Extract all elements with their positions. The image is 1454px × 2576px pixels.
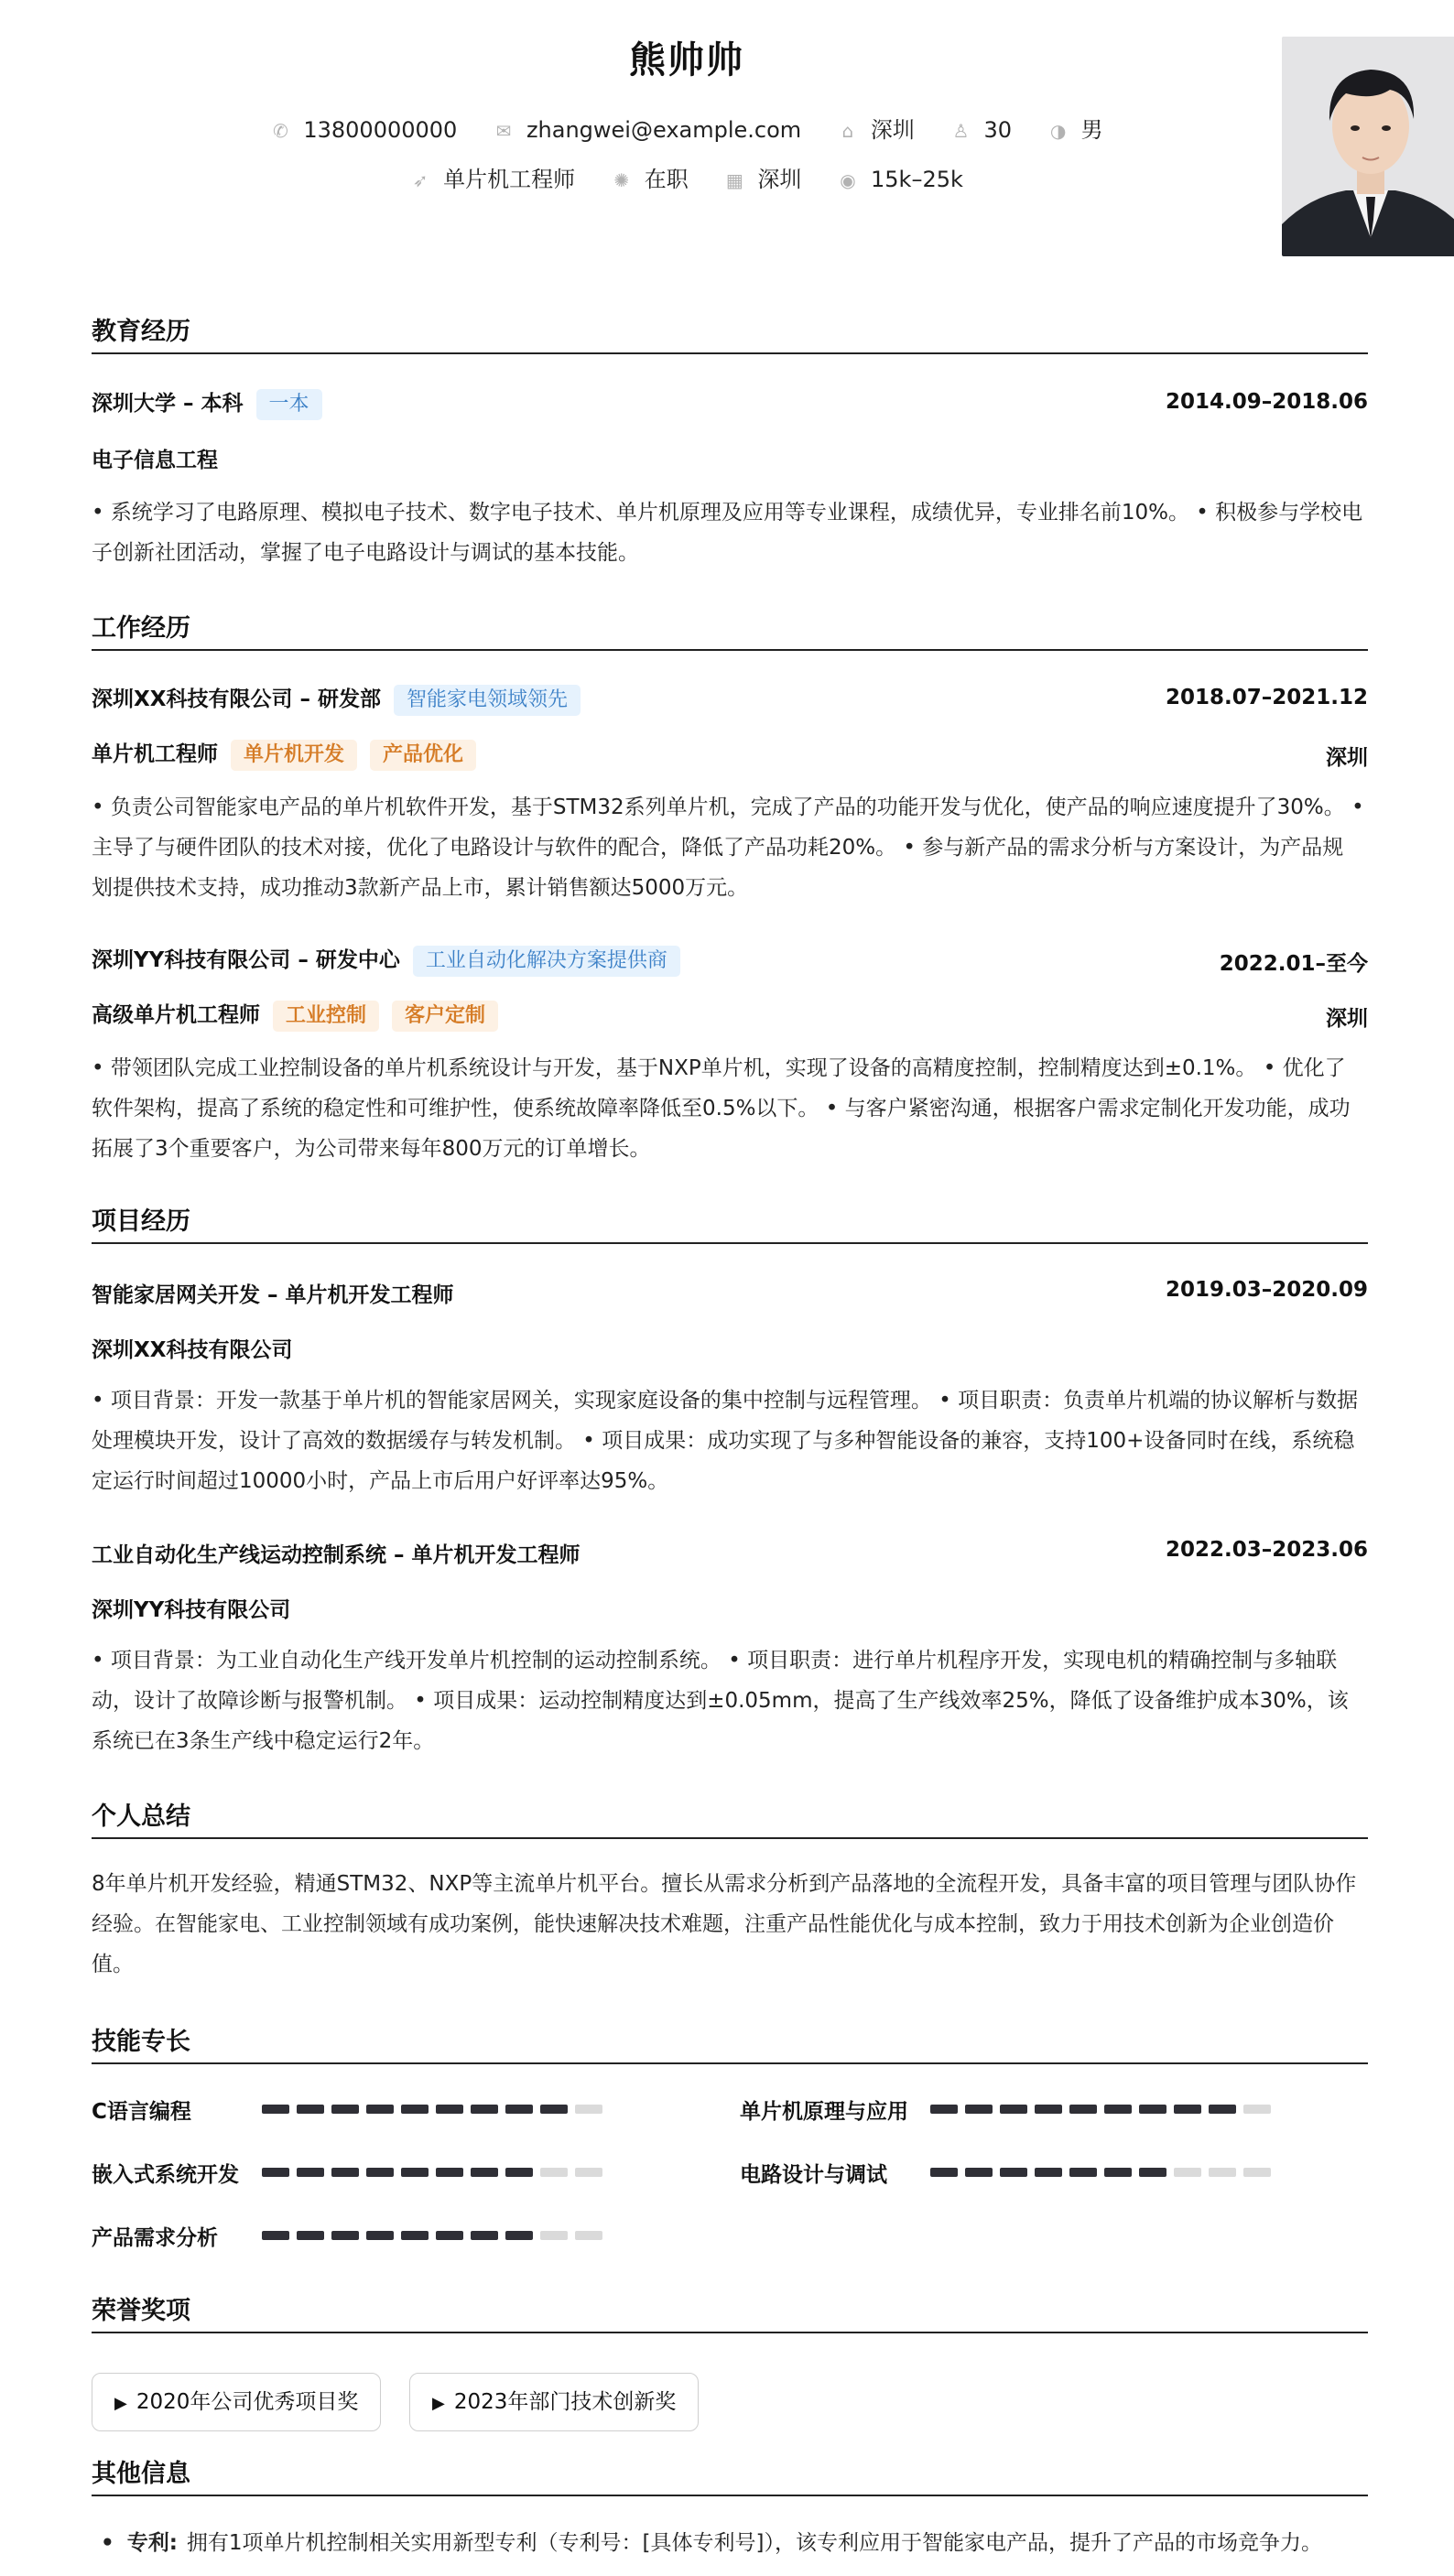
job-2-city: 深圳 (1326, 1007, 1368, 1031)
skill-level-segment (436, 2231, 463, 2240)
job-1-city: 深圳 (1326, 746, 1368, 770)
award-chip-2 (409, 2373, 699, 2431)
project-2-description: • 项目背景：为工业自动化生产线开发单片机控制的运动控制系统。 • 项目职责：进行单片机程序开发，实现电机的精确控制与多轴联动，设计了故障诊断与报警机制。 • 项目成果：运动控制精度达到±0.05mm，提高了生产线效率25%，降低了设备维护成本30%，该系统已在3条生产线中稳定运行2年。 (92, 1649, 1349, 1753)
skill-level-segment (540, 2168, 568, 2177)
project-1-header (92, 1278, 1368, 1308)
skill-level-segment (965, 2105, 993, 2114)
skill-level-segment (1139, 2105, 1166, 2114)
award-chip-1 (92, 2373, 381, 2431)
send-icon: ➶ (412, 169, 429, 191)
job-2-description: • 带领团队完成工业控制设备的单片机系统设计与开发，基于NXP单片机，实现了设备的高精度控制，控制精度达到±0.1%。 • 优化了软件架构，提高了系统的稳定性和可维护性，使系统故障率降低至0.5%以下。 • 与客户紧密沟通，根据客户需求定制化开发功能，成功拓展了3个重要客户，为公司带来每年800万元的订单增长。 (92, 1056, 1351, 1161)
education-major-row (92, 443, 1368, 473)
job-1-header (92, 682, 1368, 716)
skill-level-segment (1174, 2168, 1201, 2177)
summary-text: 8年单片机开发经验，精通STM32、NXP等主流单片机平台。擅长从需求分析到产品落地的全流程开发，具备丰富的项目管理与团队协作经验。在智能家电、工业控制领域有成功案例，能快速解决技术难题，注重产品性能优化与成本控制，致力于用技术创新为企业创造价值。 (92, 1872, 1357, 1976)
intention-status (612, 161, 689, 193)
project-1-company: 深圳XX科技有限公司 (92, 1338, 293, 1362)
project-2-date: 2022.03–2023.06 (1165, 1538, 1368, 1562)
job-1-tag-2: 产品优化 (370, 740, 476, 771)
project-1-description: • 项目背景：开发一款基于单片机的智能家居网关，实现家庭设备的集中控制与远程管理。 • 项目职责：负责单片机端的协议解析与数据处理模块开发，设计了高效的数据缓存与转发机制。 • 项目成果：成功实现了与多种智能设备的兼容，支持100+设备同时在线，系统稳定运行时间超过10000小时，产品上市后用户好评率达95%。 (92, 1389, 1359, 1493)
job-1-position-row (92, 737, 1368, 771)
intention-city-value: 深圳 (757, 167, 802, 192)
section-title-work: 工作经历 (92, 608, 1368, 651)
other-patent-item (101, 2523, 1368, 2563)
contact-phone (270, 117, 457, 143)
contact-phone-value: 13800000000 (303, 117, 458, 143)
skill-level-segment (540, 2231, 568, 2240)
phone-icon: ✆ (272, 120, 288, 142)
skill-bar-circuit (930, 2168, 1271, 2177)
skill-level-segment (1035, 2168, 1062, 2177)
skill-level-segment (1139, 2168, 1166, 2177)
job-1-date: 2018.07–2021.12 (1165, 686, 1368, 709)
skill-level-segment (297, 2168, 324, 2177)
gender-icon: ◑ (1049, 120, 1067, 142)
intention-position-value: 单片机工程师 (443, 167, 576, 192)
skill-level-segment (401, 2231, 429, 2240)
contact-email-value: zhangwei@example.com (526, 117, 802, 143)
education-description: • 系统学习了电路原理、模拟电子技术、数字电子技术、单片机原理及应用等专业课程，成绩优异，专业排名前10%。 • 积极参与学校电子创新社团活动，掌握了电子电路设计与调试的基本技能。 (92, 501, 1363, 565)
skill-level-segment (366, 2168, 394, 2177)
project-2-header (92, 1538, 1368, 1568)
play-triangle-icon: ▶ (114, 2394, 127, 2413)
project-1-date: 2019.03–2020.09 (1165, 1278, 1368, 1302)
skill-level-segment (436, 2168, 463, 2177)
status-icon: ✺ (613, 169, 630, 191)
contact-location-value: 深圳 (870, 117, 915, 143)
skill-level-segment (262, 2168, 289, 2177)
project-1-company-row (92, 1333, 1368, 1363)
intention-city (724, 161, 801, 193)
project-1-name: 智能家居网关开发 – 单片机开发工程师 (92, 1283, 454, 1307)
skill-level-segment (1104, 2168, 1132, 2177)
job-2-header (92, 943, 1368, 977)
job-2-position: 高级单片机工程师 (92, 1003, 260, 1027)
skill-level-segment (366, 2231, 394, 2240)
skill-level-segment (1069, 2105, 1097, 2114)
skill-level-segment (471, 2231, 498, 2240)
intention-row (92, 161, 1282, 193)
job-2-position-row (92, 998, 1368, 1032)
skill-bar-requirements (262, 2231, 602, 2240)
skill-level-segment (1000, 2168, 1027, 2177)
skill-level-segment (575, 2231, 602, 2240)
section-title-other: 其他信息 (92, 2453, 1368, 2496)
project-2-name: 工业自动化生产线运动控制系统 – 单片机开发工程师 (92, 1543, 581, 1567)
skill-level-segment (1000, 2105, 1027, 2114)
skill-level-segment (331, 2231, 359, 2240)
skill-level-segment (366, 2105, 394, 2114)
education-row (92, 386, 1368, 420)
skill-level-segment (297, 2105, 324, 2114)
job-1-tag-1: 单片机开发 (231, 740, 357, 771)
education-major: 电子信息工程 (92, 449, 218, 472)
skill-level-segment (930, 2168, 958, 2177)
skill-label-c: C语言编程 (92, 2100, 191, 2124)
award-2-text: 2023年部门技术创新奖 (453, 2390, 677, 2414)
section-title-skills: 技能专长 (92, 2021, 1368, 2064)
education-date: 2014.09–2018.06 (1165, 390, 1368, 414)
skill-level-segment (401, 2168, 429, 2177)
portrait-illustration (1282, 37, 1454, 256)
contact-gender (1048, 112, 1103, 144)
intention-position (410, 161, 575, 193)
section-title-education: 教育经历 (92, 311, 1368, 354)
skill-level-segment (505, 2105, 533, 2114)
job-1-company: 深圳XX科技有限公司 – 研发部 (92, 687, 381, 711)
age-icon: ♙ (952, 120, 970, 142)
intention-salary (838, 167, 963, 192)
section-title-awards: 荣誉奖项 (92, 2290, 1368, 2333)
job-2-company-tag: 工业自动化解决方案提供商 (413, 946, 680, 977)
play-triangle-icon: ▶ (432, 2394, 445, 2413)
skill-label-embedded: 嵌入式系统开发 (92, 2163, 239, 2187)
skill-bar-embedded (262, 2168, 602, 2177)
section-title-summary: 个人总结 (92, 1796, 1368, 1839)
section-title-projects: 项目经历 (92, 1201, 1368, 1244)
candidate-name: 熊帅帅 (629, 39, 744, 81)
skill-level-segment (331, 2105, 359, 2114)
building-icon: ▦ (725, 169, 743, 191)
job-1-company-tag: 智能家电领域领先 (394, 685, 581, 716)
job-2-company: 深圳YY科技有限公司 – 研发中心 (92, 948, 400, 972)
home-icon: ⌂ (841, 120, 854, 142)
skill-level-segment (1069, 2168, 1097, 2177)
contact-location (838, 112, 915, 144)
project-2-company: 深圳YY科技有限公司 (92, 1598, 291, 1622)
job-2-tag-1: 工业控制 (273, 1001, 379, 1032)
skill-level-segment (471, 2168, 498, 2177)
skill-level-segment (297, 2231, 324, 2240)
skill-bar-mcu (930, 2105, 1271, 2114)
skill-level-segment (471, 2105, 498, 2114)
skill-level-segment (1209, 2168, 1236, 2177)
intention-salary-value: 15k–25k (871, 167, 963, 192)
project-2-company-row (92, 1593, 1368, 1623)
job-2-tag-2: 客户定制 (392, 1001, 498, 1032)
contact-gender-value: 男 (1080, 117, 1103, 143)
skill-level-segment (965, 2168, 993, 2177)
education-school: 深圳大学 – 本科 (92, 392, 244, 416)
skill-level-segment (1035, 2105, 1062, 2114)
award-1-text: 2020年公司优秀项目奖 (136, 2390, 359, 2414)
skill-level-segment (575, 2105, 602, 2114)
skill-level-segment (540, 2105, 568, 2114)
other-patent-text: 拥有1项单片机控制相关实用新型专利（专利号：[具体专利号]），该专利应用于智能家电产品，提升了产品的市场竞争力。 (186, 2531, 1322, 2555)
skill-level-segment (1174, 2105, 1201, 2114)
skill-level-segment (262, 2105, 289, 2114)
skill-label-circuit: 电路设计与调试 (740, 2163, 887, 2187)
skill-label-requirements: 产品需求分析 (92, 2226, 218, 2250)
skill-level-segment (505, 2168, 533, 2177)
contact-email (494, 117, 801, 143)
skill-level-segment (331, 2168, 359, 2177)
contact-row (92, 112, 1282, 144)
resume-header (92, 0, 1368, 275)
job-2-date: 2022.01–至今 (1219, 952, 1368, 976)
mail-icon: ✉ (495, 120, 512, 142)
intention-status-value: 在职 (644, 167, 689, 192)
education-tag: 一本 (256, 389, 322, 420)
skill-level-segment (436, 2105, 463, 2114)
skill-level-segment (262, 2231, 289, 2240)
skill-level-segment (1104, 2105, 1132, 2114)
avatar-photo (1282, 37, 1454, 256)
skill-level-segment (575, 2168, 602, 2177)
skill-level-segment (505, 2231, 533, 2240)
other-patent-label: 专利: (126, 2531, 178, 2555)
skill-level-segment (930, 2105, 958, 2114)
skill-level-segment (1243, 2105, 1271, 2114)
job-1-description: • 负责公司智能家电产品的单片机软件开发，基于STM32系列单片机，完成了产品的功能开发与优化，使产品的响应速度提升了30%。 • 主导了与硬件团队的技术对接，优化了电路设计与软件的配合，降低了产品功耗20%。 • 参与新产品的需求分析与方案设计，为产品规划提供技术支持，成功推动3款新产品上市，累计销售额达5000万元。 (92, 796, 1364, 900)
skill-level-segment (1243, 2168, 1271, 2177)
bullet-dot-icon: • (101, 2531, 114, 2555)
job-1-position: 单片机工程师 (92, 742, 218, 766)
skill-label-mcu: 单片机原理与应用 (740, 2100, 908, 2124)
skill-level-segment (1209, 2105, 1236, 2114)
skill-level-segment (401, 2105, 429, 2114)
contact-age (950, 117, 1012, 143)
contact-age-value: 30 (983, 117, 1012, 143)
salary-icon: ◉ (840, 169, 856, 191)
skill-bar-c (262, 2105, 602, 2114)
